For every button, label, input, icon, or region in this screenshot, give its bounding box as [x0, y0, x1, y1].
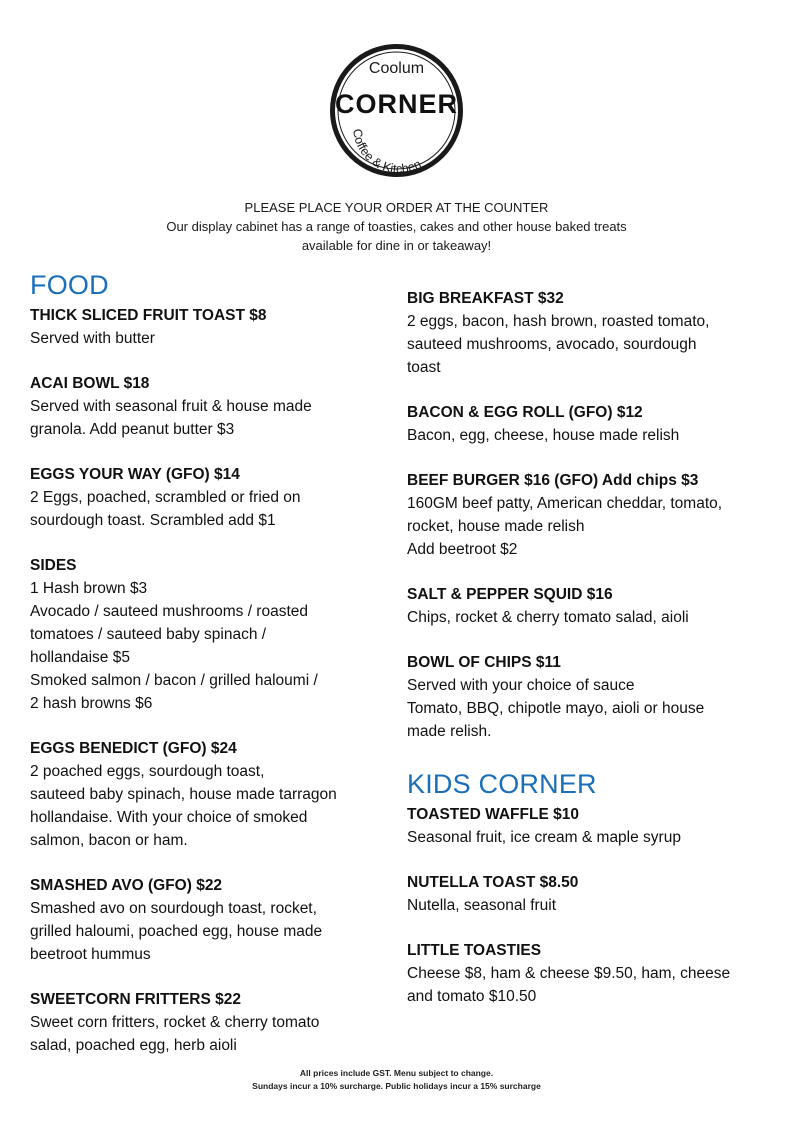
menu-item-description: Seasonal fruit, ice cream & maple syrup — [407, 829, 681, 846]
menu-item — [30, 372, 375, 441]
menu-item-description: Served with seasonal fruit & house made — [30, 398, 312, 415]
menu-item — [30, 463, 375, 532]
logo-badge — [326, 40, 467, 181]
menu-item-description: sourdough toast. Scrambled add $1 — [30, 512, 276, 529]
menu-item-description: sauteed baby spinach, house made tarragon — [30, 786, 337, 803]
menu-item-name: SWEETCORN FRITTERS $22 — [30, 991, 241, 1008]
menu-item-description: Tomato, BBQ, chipotle mayo, aioli or house — [407, 700, 705, 717]
menu-item — [30, 737, 375, 852]
menu-item-description: 2 eggs, bacon, hash brown, roasted tomato, — [407, 313, 710, 330]
food-column — [30, 266, 375, 1079]
logo-main-text: CORNER — [334, 89, 459, 119]
logo-bottom-text: Coffee & Kitchen — [349, 127, 424, 176]
menu-item-description: toast — [407, 359, 441, 376]
menu-item-name: SMASHED AVO (GFO) $22 — [30, 877, 223, 894]
menu-item-description: 2 hash browns $6 — [30, 695, 153, 712]
menu-item-description: Bacon, egg, cheese, house made relish — [407, 427, 680, 444]
cafe-logo — [326, 40, 467, 181]
menu-item-name: SIDES — [30, 557, 77, 574]
menu-item-description: Served with butter — [30, 330, 155, 347]
menu-item-name: BEEF BURGER $16 (GFO) Add chips $3 — [407, 472, 699, 489]
menu-item-description: Chips, rocket & cherry tomato salad, aioli — [407, 609, 689, 626]
menu-item-description: hollandaise $5 — [30, 649, 130, 666]
menu-item-description: Served with your choice of sauce — [407, 677, 635, 694]
more-food-item-list — [407, 287, 769, 743]
menu-item — [407, 939, 769, 1008]
menu-item-name: EGGS YOUR WAY (GFO) $14 — [30, 466, 240, 483]
menu-item-name: BACON & EGG ROLL (GFO) $12 — [407, 404, 643, 421]
menu-item-description: 1 Hash brown $3 — [30, 580, 148, 597]
menu-item-description: Add beetroot $2 — [407, 541, 518, 558]
menu-item-description: beetroot hummus — [30, 946, 151, 963]
menu-item-description: Smoked salmon / bacon / grilled haloumi / — [30, 672, 318, 689]
menu-item — [407, 401, 769, 447]
logo-top-text: Coolum — [368, 60, 425, 77]
footer-line-2: Sundays incur a 10% surcharge. Public holidays incur a 15% surcharge — [252, 1081, 541, 1091]
menu-item-description: and tomato $10.50 — [407, 988, 537, 1005]
order-instructions — [0, 198, 793, 255]
food-item-list — [30, 304, 375, 1057]
kids-heading: KIDS CORNER — [407, 769, 597, 799]
menu-item-name: TOASTED WAFFLE $10 — [407, 806, 579, 823]
menu-item-description: Smashed avo on sourdough toast, rocket, — [30, 900, 317, 917]
kids-item-list — [407, 803, 769, 1008]
svg-text:Coffee & Kitchen — [350, 128, 423, 176]
menu-item — [30, 874, 375, 966]
menu-item-name: THICK SLICED FRUIT TOAST $8 — [30, 307, 267, 324]
menu-item — [30, 304, 375, 350]
intro-line-3: available for dine in or takeaway! — [301, 238, 492, 253]
menu-item-description: Avocado / sauteed mushrooms / roasted — [30, 603, 309, 620]
menu-item-name: LITTLE TOASTIES — [407, 942, 542, 959]
menu-item-description: Nutella, seasonal fruit — [407, 897, 557, 914]
menu-item-description: salmon, bacon or ham. — [30, 832, 188, 849]
menu-item — [407, 583, 769, 629]
menu-item-description: 2 Eggs, poached, scrambled or fried on — [30, 489, 301, 506]
footer-note — [0, 1067, 793, 1093]
intro-line-2: Our display cabinet has a range of toasties, cakes and other house baked treats — [166, 219, 627, 234]
menu-item-name: SALT & PEPPER SQUID $16 — [407, 586, 613, 603]
menu-item-name: EGGS BENEDICT (GFO) $24 — [30, 740, 237, 757]
menu-item-name: NUTELLA TOAST $8.50 — [407, 874, 579, 891]
menu-item-description: salad, poached egg, herb aioli — [30, 1037, 237, 1054]
menu-item-description: made relish. — [407, 723, 492, 740]
menu-item-name: BIG BREAKFAST $32 — [407, 290, 564, 307]
menu-item-description: grilled haloumi, poached egg, house made — [30, 923, 323, 940]
menu-item — [30, 988, 375, 1057]
menu-item — [407, 469, 769, 561]
menu-item-description: Cheese $8, ham & cheese $9.50, ham, cheese — [407, 965, 731, 982]
menu-item-description: hollandaise. With your choice of smoked — [30, 809, 308, 826]
food-heading: FOOD — [30, 270, 109, 300]
menu-item-description: Sweet corn fritters, rocket & cherry tomato — [30, 1014, 320, 1031]
right-column — [407, 287, 769, 1030]
menu-item-description: 2 poached eggs, sourdough toast, — [30, 763, 265, 780]
menu-item-description: sauteed mushrooms, avocado, sourdough — [407, 336, 697, 353]
menu-item — [30, 554, 375, 715]
menu-item-description: 160GM beef patty, American cheddar, tomato, — [407, 495, 723, 512]
menu-item — [407, 287, 769, 379]
menu-item — [407, 871, 769, 917]
menu-item-description: tomatoes / sauteed baby spinach / — [30, 626, 267, 643]
menu-item-description: granola. Add peanut butter $3 — [30, 421, 235, 438]
menu-item-name: ACAI BOWL $18 — [30, 375, 150, 392]
intro-line-1: PLEASE PLACE YOUR ORDER AT THE COUNTER — [244, 200, 549, 215]
menu-item — [407, 803, 769, 849]
menu-item — [407, 651, 769, 743]
footer-line-1: All prices include GST. Menu subject to change. — [299, 1068, 494, 1078]
menu-item-description: rocket, house made relish — [407, 518, 585, 535]
menu-item-name: BOWL OF CHIPS $11 — [407, 654, 561, 671]
